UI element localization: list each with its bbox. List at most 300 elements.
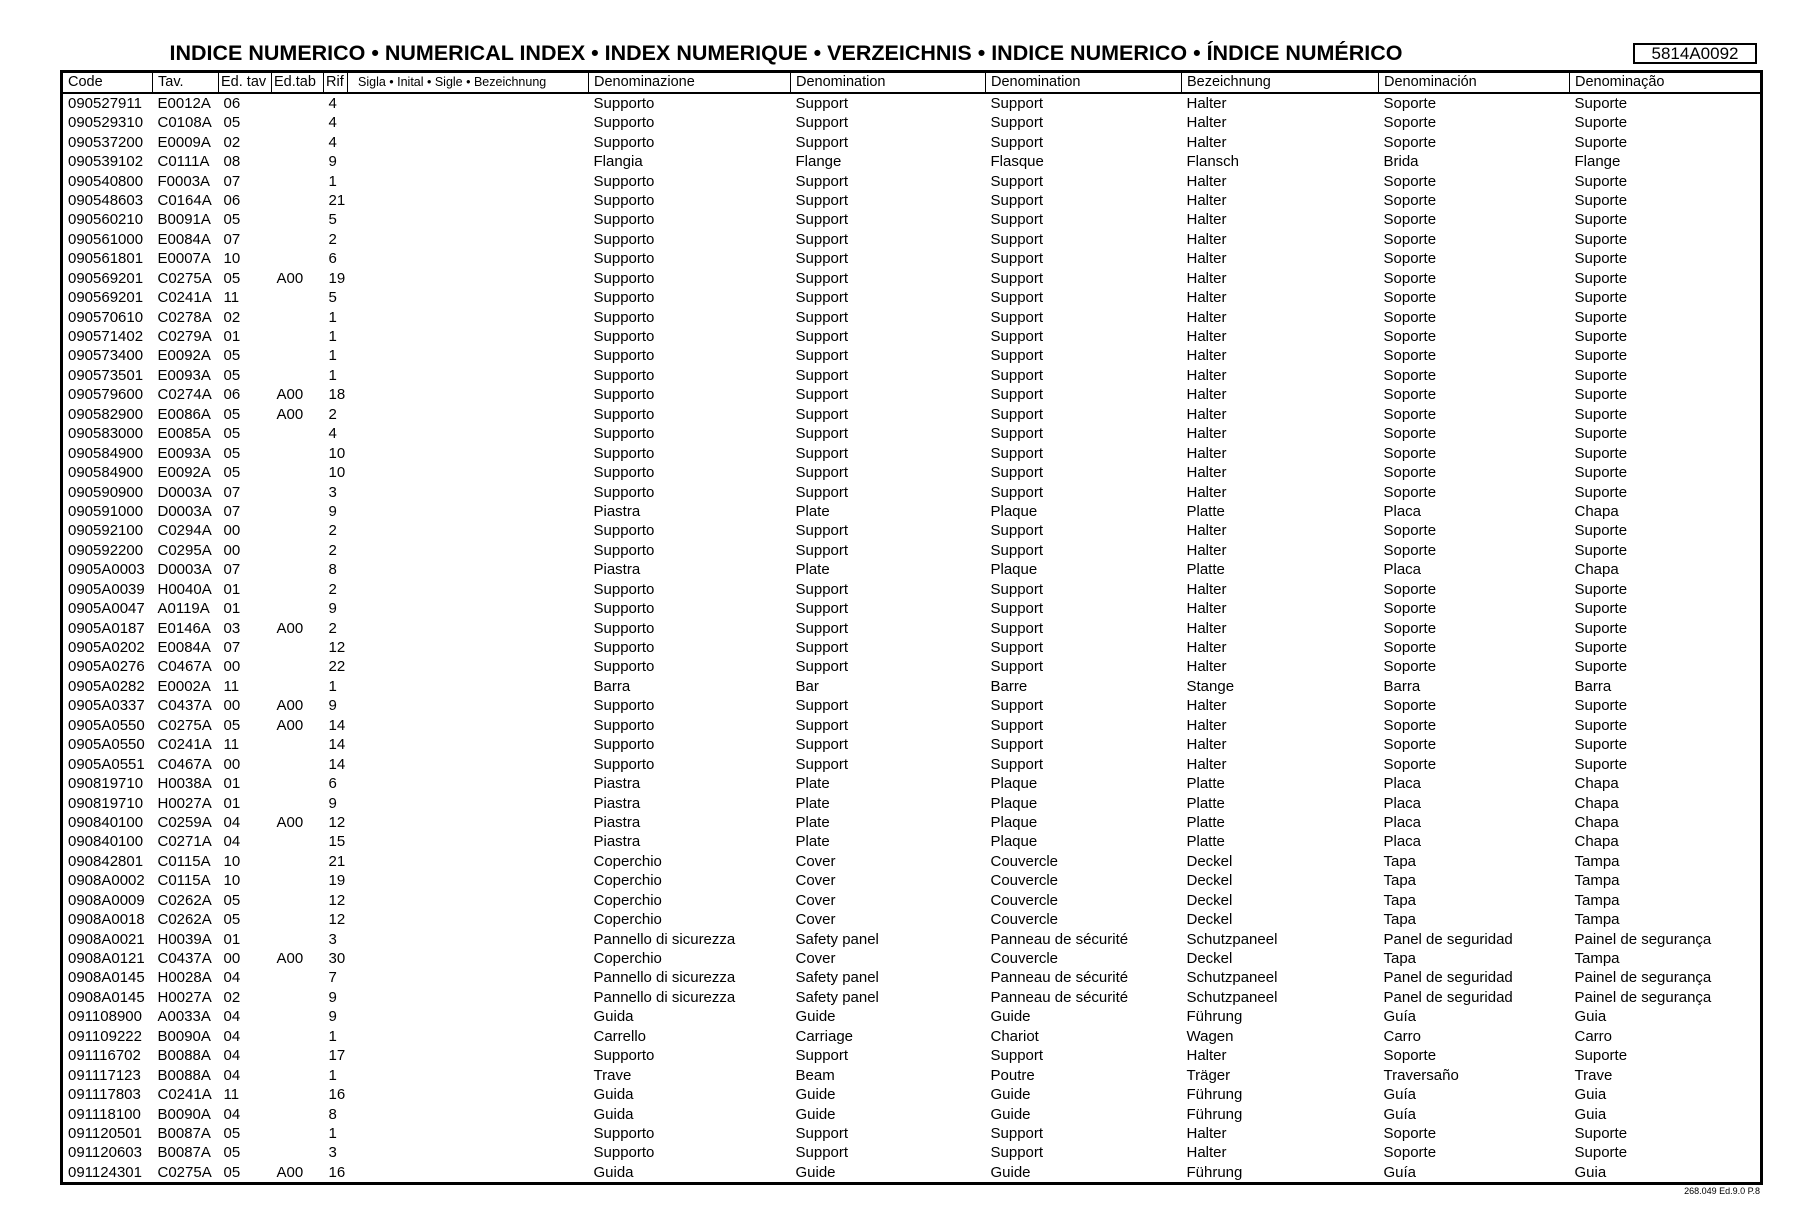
table-row [62,1065,1762,1084]
ed-tav-cell: 04 [223,1008,241,1026]
denominazione-cell: Piastra [593,833,641,851]
table-row [62,191,1762,210]
ed-tab-cell [272,871,324,890]
bezeichnung-cell: Führung [1186,1008,1243,1026]
table-row [62,152,1762,171]
denominazione-cell: Flangia [593,153,643,171]
bezeichnung-cell: Halter [1186,1144,1227,1162]
ed-tav-cell: 05 [223,716,241,734]
bezeichnung-cell: Halter [1186,697,1227,715]
tav-cell: F0003A [157,172,211,190]
sigla-cell [348,580,589,599]
table-row [62,1124,1762,1143]
ed-tab-cell [272,249,324,268]
ed-tab-cell: A00 [276,405,304,423]
sigla-cell [348,599,589,618]
denominacao-cell: Suporte [1574,600,1628,618]
code-cell: 090579600 [68,386,144,404]
sigla-cell [348,949,589,968]
rif-cell: 2 [328,405,337,423]
bezeichnung-cell: Deckel [1186,950,1233,968]
ed-tab-cell [272,132,324,151]
ed-tab-cell [272,366,324,385]
denominazione-cell: Guida [593,1105,634,1123]
sigla-cell [348,774,589,793]
denomination-en-cell: Cover [795,911,836,929]
bezeichnung-cell: Halter [1186,755,1227,773]
denominacao-cell: Suporte [1574,736,1628,754]
denominacao-cell: Suporte [1574,1047,1628,1065]
ed-tab-cell: A00 [276,386,304,404]
denomination-en-cell: Support [795,580,849,598]
denominacao-cell: Suporte [1574,541,1628,559]
rif-cell: 5 [328,289,337,307]
denomination-en-cell: Plate [795,502,830,520]
denominazione-cell: Supporto [593,522,655,540]
denomination-fr-cell: Barre [990,677,1028,695]
bezeichnung-cell: Führung [1186,1086,1243,1104]
table-row [62,288,1762,307]
tav-cell: E0084A [157,230,211,248]
ed-tav-cell: 07 [223,483,241,501]
denominazione-cell: Pannello di sicurezza [593,930,736,948]
denomination-en-cell: Safety panel [795,930,879,948]
denominazione-cell: Piastra [593,813,641,831]
denominacao-cell: Suporte [1574,755,1628,773]
column-header-denomination-fr: Denomination [986,72,1182,94]
tav-cell: B0087A [157,1144,211,1162]
rif-cell: 12 [328,891,346,909]
denominacao-cell: Suporte [1574,289,1628,307]
rif-cell: 1 [328,308,337,326]
denomination-fr-cell: Plaque [990,775,1038,793]
ed-tab-cell: A00 [276,269,304,287]
tav-cell: C0294A [157,522,212,540]
denominacao-cell: Suporte [1574,619,1628,637]
denominazione-cell: Supporto [593,308,655,326]
denominacao-cell: Suporte [1574,639,1628,657]
ed-tab-cell [272,463,324,482]
table-row [62,599,1762,618]
ed-tab-cell: A00 [276,813,304,831]
denominacao-cell: Suporte [1574,269,1628,287]
code-cell: 090569201 [68,269,144,287]
rif-cell: 1 [328,347,337,365]
code-cell: 0905A0187 [68,619,145,637]
rif-cell: 1 [328,677,337,695]
column-header-bezeichnung: Bezeichnung [1182,72,1379,94]
column-header-ed-tav: Ed. tav [219,72,272,94]
denomination-en-cell: Support [795,95,849,112]
table-row [62,482,1762,501]
ed-tab-cell [272,677,324,696]
table-row [62,1007,1762,1026]
denominacao-cell: Tampa [1574,872,1620,890]
denominacion-cell: Tapa [1383,872,1417,890]
sigla-cell [348,249,589,268]
code-cell: 090583000 [68,425,144,443]
ed-tab-cell [272,599,324,618]
table-row [62,541,1762,560]
ed-tav-cell: 01 [223,580,241,598]
denomination-fr-cell: Support [990,639,1044,657]
rif-cell: 14 [328,736,346,754]
code-cell: 0908A0121 [68,950,145,968]
denomination-en-cell: Support [795,425,849,443]
denominazione-cell: Supporto [593,250,655,268]
bezeichnung-cell: Halter [1186,619,1227,637]
table-row [62,774,1762,793]
sigla-cell [348,1046,589,1065]
tav-cell: C0274A [157,386,212,404]
ed-tav-cell: 00 [223,658,241,676]
denomination-fr-cell: Couvercle [990,950,1059,968]
code-cell: 091108900 [68,1008,142,1026]
denomination-en-cell: Support [795,133,849,151]
denominacao-cell: Guia [1574,1105,1607,1123]
table-row [62,988,1762,1007]
denominacion-cell: Soporte [1383,289,1437,307]
ed-tab-cell [272,657,324,676]
denominacion-cell: Soporte [1383,716,1437,734]
sigla-cell [348,813,589,832]
bezeichnung-cell: Halter [1186,347,1227,365]
code-cell: 0905A0337 [68,697,145,715]
rif-cell: 1 [328,1027,337,1045]
tav-cell: B0090A [157,1027,211,1045]
tav-cell: C0115A [157,852,211,870]
sigla-cell [348,210,589,229]
sigla-cell [348,929,589,948]
denominacion-cell: Soporte [1383,483,1437,501]
denomination-en-cell: Bar [795,677,819,695]
denominazione-cell: Guida [593,1008,634,1026]
ed-tav-cell: 04 [223,1047,241,1065]
denomination-en-cell: Safety panel [795,969,879,987]
sigla-cell [348,93,589,113]
denomination-fr-cell: Support [990,464,1044,482]
tav-cell: A0119A [157,600,210,618]
document-number-box: 5814A0092 [1633,43,1757,64]
denomination-en-cell: Cover [795,891,836,909]
ed-tab-cell [272,968,324,987]
column-header-denominacion: Denominación [1379,72,1570,94]
denominacion-cell: Soporte [1383,211,1437,229]
denominacao-cell: Suporte [1574,580,1628,598]
tav-cell: C0241A [157,736,212,754]
table-row [62,171,1762,190]
denominacao-cell: Painel de segurança [1574,930,1712,948]
denominacao-cell: Chapa [1574,794,1619,812]
table-row [62,813,1762,832]
denominacion-cell: Placa [1383,561,1422,579]
sigla-cell [348,288,589,307]
table-row [62,113,1762,132]
denominazione-cell: Supporto [593,230,655,248]
sigla-cell [348,1163,589,1184]
denomination-fr-cell: Support [990,191,1044,209]
denominacao-cell: Chapa [1574,833,1619,851]
ed-tav-cell: 02 [223,988,241,1006]
ed-tav-cell: 07 [223,230,241,248]
code-cell: 090842801 [68,852,144,870]
sigla-cell [348,152,589,171]
sigla-cell [348,482,589,501]
denominacao-cell: Suporte [1574,250,1628,268]
table-row [62,580,1762,599]
bezeichnung-cell: Halter [1186,736,1227,754]
denominacion-cell: Carro [1383,1027,1422,1045]
ed-tab-cell [272,191,324,210]
code-cell: 090819710 [68,775,144,793]
code-cell: 0908A0145 [68,969,145,987]
ed-tav-cell: 05 [223,1163,241,1181]
denominazione-cell: Coperchio [593,852,662,870]
tav-cell: H0028A [157,969,212,987]
denominacao-cell: Suporte [1574,483,1628,501]
denomination-en-cell: Support [795,736,849,754]
denomination-en-cell: Support [795,1124,849,1142]
rif-cell: 1 [328,1124,337,1142]
ed-tav-cell: 01 [223,930,241,948]
denomination-en-cell: Plate [795,775,830,793]
sigla-cell [348,618,589,637]
denominacion-cell: Panel de seguridad [1383,930,1513,948]
denominazione-cell: Pannello di sicurezza [593,969,736,987]
table-row [62,735,1762,754]
denominazione-cell: Piastra [593,502,641,520]
denominazione-cell: Coperchio [593,891,662,909]
ed-tav-cell: 10 [223,852,241,870]
ed-tav-cell: 04 [223,1066,241,1084]
sigla-cell [348,502,589,521]
denomination-fr-cell: Support [990,308,1044,326]
bezeichnung-cell: Halter [1186,230,1227,248]
sigla-cell [348,677,589,696]
denomination-fr-cell: Support [990,716,1044,734]
ed-tav-cell: 00 [223,755,241,773]
denomination-fr-cell: Support [990,347,1044,365]
tav-cell: C0275A [157,1163,212,1181]
denominacao-cell: Suporte [1574,405,1628,423]
denomination-en-cell: Support [795,444,849,462]
ed-tav-cell: 00 [223,541,241,559]
sigla-cell [348,560,589,579]
table-row [62,1143,1762,1162]
code-cell: 090584900 [68,464,144,482]
table-row [62,1046,1762,1065]
bezeichnung-cell: Halter [1186,328,1227,346]
tav-cell: A0033A [157,1008,211,1026]
denominacao-cell: Suporte [1574,308,1628,326]
denomination-en-cell: Beam [795,1066,835,1084]
ed-tab-cell [272,891,324,910]
denomination-fr-cell: Support [990,755,1044,773]
denomination-en-cell: Support [795,464,849,482]
denominazione-cell: Pannello di sicurezza [593,988,736,1006]
denomination-en-cell: Support [795,289,849,307]
ed-tav-cell: 04 [223,833,241,851]
denominazione-cell: Supporto [593,172,655,190]
ed-tab-cell [272,210,324,229]
ed-tav-cell: 07 [223,639,241,657]
denomination-en-cell: Flange [795,153,842,171]
bezeichnung-cell: Halter [1186,250,1227,268]
ed-tav-cell: 01 [223,775,241,793]
bezeichnung-cell: Halter [1186,425,1227,443]
code-cell: 0905A0202 [68,639,145,657]
sigla-cell [348,191,589,210]
code-cell: 090592100 [68,522,144,540]
ed-tav-cell: 05 [223,114,241,132]
code-cell: 091117123 [68,1066,141,1084]
denomination-fr-cell: Support [990,95,1044,112]
code-cell: 090548603 [68,191,144,209]
denominacion-cell: Barra [1383,677,1421,695]
denominacion-cell: Soporte [1383,328,1437,346]
denominacion-cell: Soporte [1383,639,1437,657]
rif-cell: 1 [328,172,337,190]
ed-tav-cell: 04 [223,1105,241,1123]
code-cell: 0908A0021 [68,930,145,948]
sigla-cell [348,1085,589,1104]
denomination-en-cell: Plate [795,813,830,831]
denominacion-cell: Guía [1383,1086,1417,1104]
denomination-fr-cell: Support [990,133,1044,151]
ed-tav-cell: 06 [223,95,241,112]
tav-cell: E0093A [157,444,211,462]
rif-cell: 8 [328,1105,337,1123]
denominacion-cell: Soporte [1383,1144,1437,1162]
tav-cell: C0241A [157,1086,212,1104]
table-row [62,1085,1762,1104]
tav-cell: C0467A [157,658,212,676]
table-row [62,871,1762,890]
ed-tav-cell: 11 [223,677,240,695]
rif-cell: 18 [328,386,346,404]
rif-cell: 5 [328,211,337,229]
denomination-fr-cell: Support [990,483,1044,501]
denominazione-cell: Supporto [593,464,655,482]
denominacion-cell: Soporte [1383,308,1437,326]
ed-tav-cell: 07 [223,561,241,579]
bezeichnung-cell: Halter [1186,211,1227,229]
denomination-en-cell: Support [795,697,849,715]
denomination-en-cell: Safety panel [795,988,879,1006]
ed-tab-cell [272,1065,324,1084]
bezeichnung-cell: Halter [1186,639,1227,657]
denominacion-cell: Soporte [1383,191,1437,209]
code-cell: 0905A0039 [68,580,145,598]
bezeichnung-cell: Halter [1186,464,1227,482]
denomination-en-cell: Support [795,600,849,618]
tav-cell: E0007A [157,250,211,268]
denomination-fr-cell: Support [990,211,1044,229]
denominacion-cell: Soporte [1383,405,1437,423]
code-cell: 090540800 [68,172,144,190]
sigla-cell [348,754,589,773]
denominazione-cell: Supporto [593,1124,655,1142]
denomination-en-cell: Support [795,716,849,734]
code-cell: 0908A0018 [68,911,145,929]
bezeichnung-cell: Platte [1186,794,1225,812]
table-row [62,521,1762,540]
code-cell: 0905A0003 [68,561,145,579]
ed-tab-cell [272,735,324,754]
sigla-cell [348,871,589,890]
tav-cell: E0085A [157,425,211,443]
code-cell: 091116702 [68,1047,141,1065]
denomination-fr-cell: Plaque [990,813,1038,831]
denomination-en-cell: Support [795,211,849,229]
denominacion-cell: Soporte [1383,114,1437,132]
denominacion-cell: Soporte [1383,386,1437,404]
denomination-en-cell: Cover [795,872,836,890]
ed-tab-cell [272,482,324,501]
table-row [62,716,1762,735]
rif-cell: 30 [328,950,346,968]
denomination-fr-cell: Plaque [990,794,1038,812]
denominacion-cell: Soporte [1383,755,1437,773]
denomination-en-cell: Support [795,172,849,190]
bezeichnung-cell: Wagen [1186,1027,1234,1045]
ed-tab-cell [272,424,324,443]
rif-cell: 3 [328,930,337,948]
denomination-fr-cell: Support [990,697,1044,715]
bezeichnung-cell: Platte [1186,833,1225,851]
denominazione-cell: Supporto [593,697,655,715]
denominacion-cell: Soporte [1383,425,1437,443]
denominacao-cell: Barra [1574,677,1612,695]
table-row [62,560,1762,579]
denominacao-cell: Suporte [1574,114,1628,132]
table-row [62,638,1762,657]
ed-tab-cell [272,327,324,346]
sigla-cell [348,405,589,424]
tav-cell: C0241A [157,289,212,307]
denominacao-cell: Suporte [1574,191,1628,209]
denominacion-cell: Soporte [1383,522,1437,540]
denominacion-cell: Guía [1383,1163,1417,1181]
denominacao-cell: Suporte [1574,230,1628,248]
ed-tav-cell: 02 [223,133,241,151]
ed-tav-cell: 04 [223,969,241,987]
denominacion-cell: Soporte [1383,580,1437,598]
denomination-fr-cell: Guide [990,1008,1031,1026]
ed-tab-cell [272,1085,324,1104]
bezeichnung-cell: Halter [1186,289,1227,307]
denominacion-cell: Soporte [1383,269,1437,287]
sigla-cell [348,891,589,910]
denominazione-cell: Carrello [593,1027,647,1045]
denominacion-cell: Tapa [1383,911,1417,929]
ed-tav-cell: 11 [223,289,240,307]
tav-cell: C0278A [157,308,212,326]
code-cell: 091109222 [68,1027,142,1045]
sigla-cell [348,424,589,443]
tav-cell: E0092A [157,464,211,482]
rif-cell: 9 [328,1008,337,1026]
denomination-fr-cell: Couvercle [990,872,1059,890]
footer-reference: 268.049 Ed.9.0 P.8 [1684,1186,1760,1196]
denominacao-cell: Suporte [1574,522,1628,540]
table-row [62,1104,1762,1123]
denomination-fr-cell: Panneau de sécurité [990,930,1129,948]
rif-cell: 16 [328,1163,346,1181]
denominacion-cell: Soporte [1383,658,1437,676]
sigla-cell [348,716,589,735]
bezeichnung-cell: Halter [1186,405,1227,423]
